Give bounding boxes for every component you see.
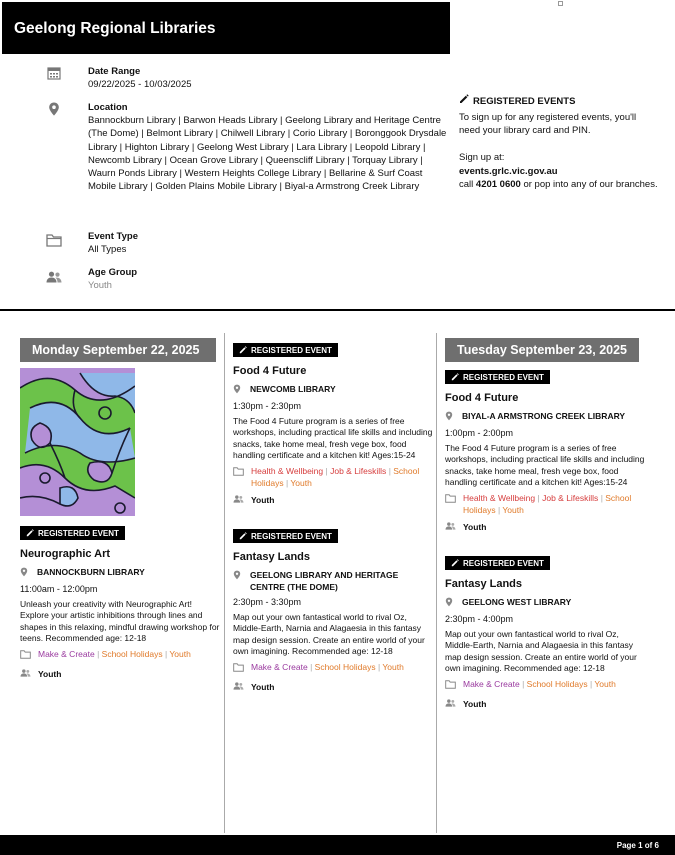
location-pin-icon (445, 596, 457, 610)
event-time: 11:00am - 12:00pm (20, 584, 98, 594)
event-categories: Health & Wellbeing | Job & Lifeskills | School Holidays | Youth (233, 466, 435, 489)
category-link[interactable]: School Holidays (314, 662, 376, 673)
registered-event-tag (233, 343, 338, 357)
event-age (445, 699, 647, 709)
event-card[interactable] (233, 527, 435, 692)
event-categories: Make & Create | School Holidays | Youth (233, 662, 435, 676)
pencil-icon (239, 346, 247, 354)
registered-events-heading-text: REGISTERED EVENTS (473, 95, 576, 107)
date-range-value: 09/22/2025 - 10/03/2025 (88, 79, 192, 90)
event-age-text: Youth (463, 522, 487, 533)
event-age (20, 669, 222, 679)
people-icon (233, 682, 245, 692)
location-pin-icon (233, 569, 245, 583)
folder-icon (445, 493, 457, 507)
folder-icon (46, 231, 62, 247)
category-link[interactable]: Youth (502, 504, 524, 515)
category-link[interactable]: Make & Create (251, 662, 308, 673)
signup-label: Sign up at: (459, 152, 505, 163)
people-icon (20, 669, 32, 679)
location-pin-icon (46, 102, 62, 118)
registered-event-tag-label: REGISTERED EVENT (251, 531, 332, 541)
registered-event-tag-label: REGISTERED EVENT (463, 372, 544, 382)
category-link[interactable]: School Holidays (101, 649, 163, 660)
page-number: Page 1 of 6 (616, 841, 659, 850)
event-location (20, 566, 222, 580)
registered-event-tag (233, 529, 338, 543)
event-title[interactable]: Food 4 Future (233, 365, 307, 377)
event-categories: Make & Create | School Holidays | Youth (445, 679, 647, 693)
day-header: Tuesday September 23, 2025 (445, 338, 639, 362)
event-age (445, 522, 647, 532)
pencil-icon (26, 529, 34, 537)
filter-age-group (46, 267, 137, 292)
event-location-text: NEWCOMB LIBRARY (250, 384, 336, 394)
event-type-value: All Types (88, 244, 127, 255)
filter-date-range (46, 66, 192, 91)
registered-events-heading (459, 94, 659, 109)
registered-event-tag-label: REGISTERED EVENT (463, 558, 544, 568)
registered-event-tag-label: REGISTERED EVENT (38, 528, 119, 538)
event-age-text: Youth (251, 495, 275, 506)
section-divider (0, 309, 675, 311)
event-categories: Make & Create | School Holidays | Youth (20, 649, 222, 663)
event-age-text: Youth (463, 698, 487, 709)
event-categories: Health & Wellbeing | Job & Lifeskills | School Holidays | Youth (445, 493, 647, 516)
event-description: The Food 4 Future program is a series of free workshops, including practical life skills and including snacks, take home meal, fresh vege box, food handling certificate and a kitchen kit! Ages:15-24 (445, 443, 645, 487)
signup-url[interactable]: events.grlc.vic.gov.au (459, 165, 558, 177)
corner-mark (558, 1, 563, 6)
day-column-1 (20, 338, 222, 701)
pencil-icon (451, 373, 459, 381)
event-age-text: Youth (251, 681, 275, 692)
neurographic-art-image (20, 368, 135, 516)
event-card[interactable] (445, 368, 647, 532)
page-title: Geelong Regional Libraries (2, 2, 450, 54)
event-title[interactable]: Food 4 Future (445, 392, 519, 404)
pencil-icon (239, 532, 247, 540)
registered-events-info (459, 94, 659, 192)
event-type-label: Event Type (88, 231, 138, 242)
category-link[interactable]: Job & Lifeskills (542, 493, 599, 504)
day-header: Monday September 22, 2025 (20, 338, 216, 362)
category-link[interactable]: Youth (290, 477, 312, 488)
call-number: 4201 0600 (475, 179, 521, 190)
category-link[interactable]: School Holidays (251, 466, 420, 488)
date-range-label: Date Range (88, 66, 141, 77)
event-description: The Food 4 Future program is a series of free workshops, including practical life skills and including snacks, take home meal, fresh vege box, food handling certificate and a kitchen kit! Ages:15-24 (233, 416, 433, 460)
column-divider (436, 333, 437, 833)
registered-event-tag-label: REGISTERED EVENT (251, 345, 332, 355)
event-title[interactable]: Fantasy Lands (233, 551, 311, 564)
event-time: 2:30pm - 3:30pm (233, 597, 302, 608)
day-column-3 (445, 338, 647, 731)
category-link[interactable]: Job & Lifeskills (330, 466, 387, 477)
event-location (445, 596, 647, 610)
event-card[interactable] (445, 554, 647, 709)
registered-event-tag (445, 370, 550, 384)
page-footer (0, 835, 675, 855)
event-location-text: BANNOCKBURN LIBRARY (37, 567, 145, 577)
folder-icon (233, 662, 245, 676)
event-time: 1:00pm - 2:00pm (445, 428, 514, 438)
age-group-label: Age Group (88, 267, 138, 278)
event-age (233, 495, 435, 505)
pencil-icon (459, 94, 469, 109)
event-description: Map out your own fantastical world to rival Oz, Middle-Earth, Narnia and Alagaesia in this fantasy map design session. Create an entire world of your own imagining. Recommended age: 12-18 (445, 629, 637, 674)
pencil-icon (451, 559, 459, 567)
event-age-text: Youth (38, 668, 62, 679)
event-location (233, 569, 435, 593)
people-icon (233, 495, 245, 505)
folder-icon (20, 649, 32, 663)
event-card[interactable] (233, 341, 435, 505)
category-link[interactable]: Youth (594, 679, 616, 690)
location-value: Bannockburn Library | Barwon Heads Library | Geelong Library and Heritage Centre (The Dome) | Belmont Library | Chilwell Library | Corio Library | Boronggook Drysdale Library | Highton Library | Geelong West Library | Lara Library | Leopold Library | Newcomb Library | Ocean Grove Library | Queenscliff Library | Torquay Library | Waurn Ponds Library | Western Heights College Library | Bellarine & Surf Coast Mobile Library | Golden Plains Mobile Library | Biyal-a Armstrong Creek Library (88, 115, 447, 193)
call-suffix: or pop into any of our branches. (523, 179, 658, 190)
people-icon (445, 522, 457, 532)
category-link[interactable]: Youth (382, 662, 404, 673)
registered-events-text: To sign up for any registered events, you'll need your library card and PIN. (459, 111, 637, 136)
call-prefix: call (459, 179, 474, 190)
event-description: Unleash your creativity with Neurographic Art! Explore your artistic inhibitions through lines and shapes in this relaxing, mindful drawing workshop for teens. Recommended age: 12-18 (20, 599, 220, 643)
event-location-text: BIYAL-A ARMSTRONG CREEK LIBRARY (462, 411, 626, 421)
category-link[interactable]: Youth (169, 649, 191, 660)
event-card[interactable] (20, 524, 222, 679)
location-pin-icon (20, 566, 32, 580)
people-icon (445, 699, 457, 709)
category-link[interactable]: Health & Wellbeing (463, 493, 536, 504)
age-group-value: Youth (88, 280, 112, 291)
day-column-2 (233, 341, 435, 714)
filter-event-type (46, 231, 138, 256)
folder-icon (233, 466, 245, 480)
category-link[interactable]: School Holidays (463, 493, 632, 515)
event-description: Map out your own fantastical world to rival Oz, Middle-Earth, Narnia and Alagaesia in this fantasy map design session. Create an entire world of your own imagining. Recommended age: 12-18 (233, 612, 425, 657)
category-link[interactable]: Make & Create (38, 649, 95, 660)
event-age (233, 682, 435, 692)
event-location (233, 383, 435, 397)
folder-icon (445, 679, 457, 693)
category-link[interactable]: Make & Create (463, 679, 520, 690)
event-location (445, 410, 647, 424)
location-label: Location (88, 102, 128, 113)
filter-location (46, 102, 448, 194)
registered-event-tag (445, 556, 550, 570)
calendar-icon (46, 66, 62, 82)
event-time: 2:30pm - 4:00pm (445, 614, 514, 625)
event-location-text: GEELONG LIBRARY AND HERITAGE CENTRE (THE DOME) (250, 570, 399, 593)
category-link[interactable]: School Holidays (526, 679, 588, 690)
event-location-text: GEELONG WEST LIBRARY (462, 597, 572, 608)
column-divider (224, 333, 225, 833)
event-time: 1:30pm - 2:30pm (233, 401, 302, 411)
event-title[interactable]: Neurographic Art (20, 548, 111, 560)
location-pin-icon (445, 410, 457, 424)
call-info (459, 178, 659, 192)
people-icon (46, 267, 62, 283)
event-title[interactable]: Fantasy Lands (445, 578, 523, 591)
registered-event-tag (20, 526, 125, 540)
location-pin-icon (233, 383, 245, 397)
category-link[interactable]: Health & Wellbeing (251, 466, 324, 477)
